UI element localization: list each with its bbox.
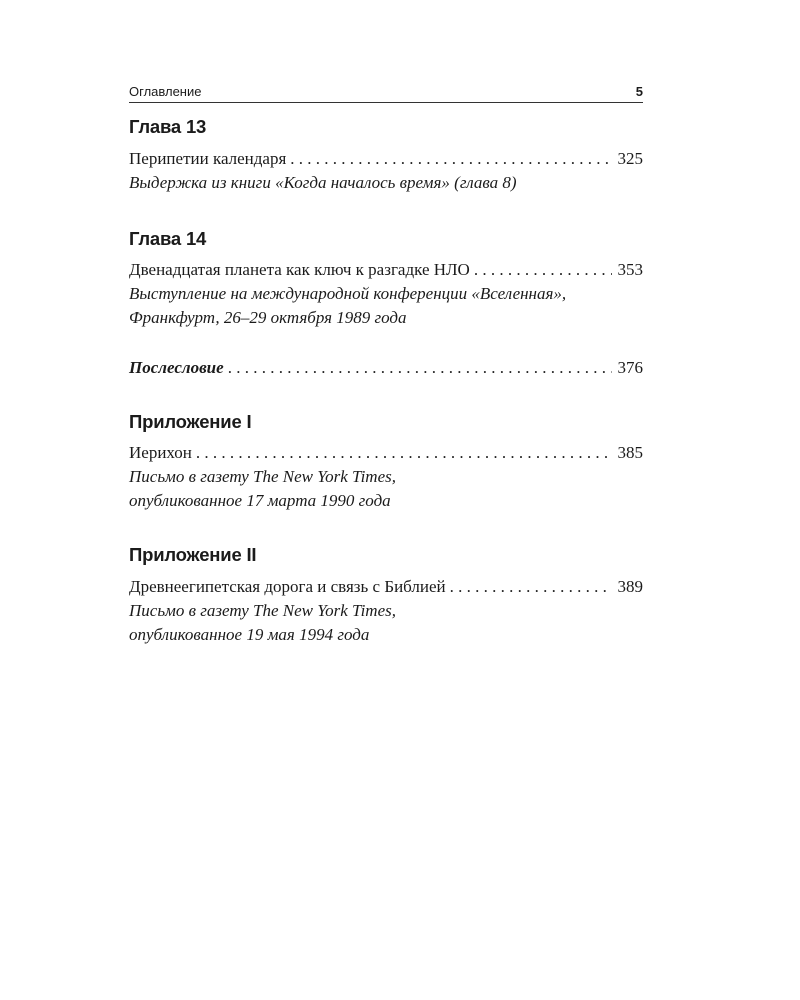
dot-leader [196,441,612,465]
toc-entry-title: Перипетии календаря [129,149,287,168]
toc-entry-title: Древнеегипетская дорога и связь с Библией [129,577,446,596]
page-number: 5 [635,84,643,99]
appendix-heading-2: Приложение II [129,544,257,565]
toc-entry-page: 385 [617,443,643,462]
toc-entry-14 [129,258,643,330]
running-header-title: Оглавление [129,84,202,99]
toc-entry-title: Двенадцатая планета как ключ к разгадке НЛО [129,260,470,279]
toc-entry-page: 353 [617,260,643,279]
dot-leader [228,356,612,380]
dot-leader [290,147,611,171]
toc-entry-subtitle-line-2: Франкфурт, 26–29 октября 1989 года [129,308,407,327]
toc-entry-13 [129,147,643,195]
toc-entry-appendix-2 [129,575,643,647]
toc-entry-title: Иерихон [129,443,192,462]
toc-entry-subtitle-line-2: опубликованное 19 мая 1994 года [129,625,370,644]
running-header [129,84,643,103]
chapter-heading-14: Глава 14 [129,228,207,249]
dot-leader [474,258,612,282]
toc-entry-subtitle-line-1: Письмо в газету The New York Times, [129,467,396,486]
toc-entry-title: Послесловие [129,358,224,377]
toc-entry-subtitle: Выдержка из книги «Когда началось время» (глава 8) [129,173,517,192]
toc-entry-page: 376 [617,358,643,377]
toc-entry-subtitle-line-1: Письмо в газету The New York Times, [129,601,396,620]
toc-entry-appendix-1 [129,441,643,513]
toc-entry-page: 389 [617,577,643,596]
toc-entry-subtitle-line-2: опубликованное 17 марта 1990 года [129,491,391,510]
toc-entry-page: 325 [617,149,643,168]
toc-entry-afterword [129,356,643,380]
toc-entry-subtitle-line-1: Выступление на международной конференции «Вселенная», [129,284,567,303]
chapter-heading-13: Глава 13 [129,116,207,137]
dot-leader [450,575,612,599]
appendix-heading-1: Приложение I [129,411,252,432]
